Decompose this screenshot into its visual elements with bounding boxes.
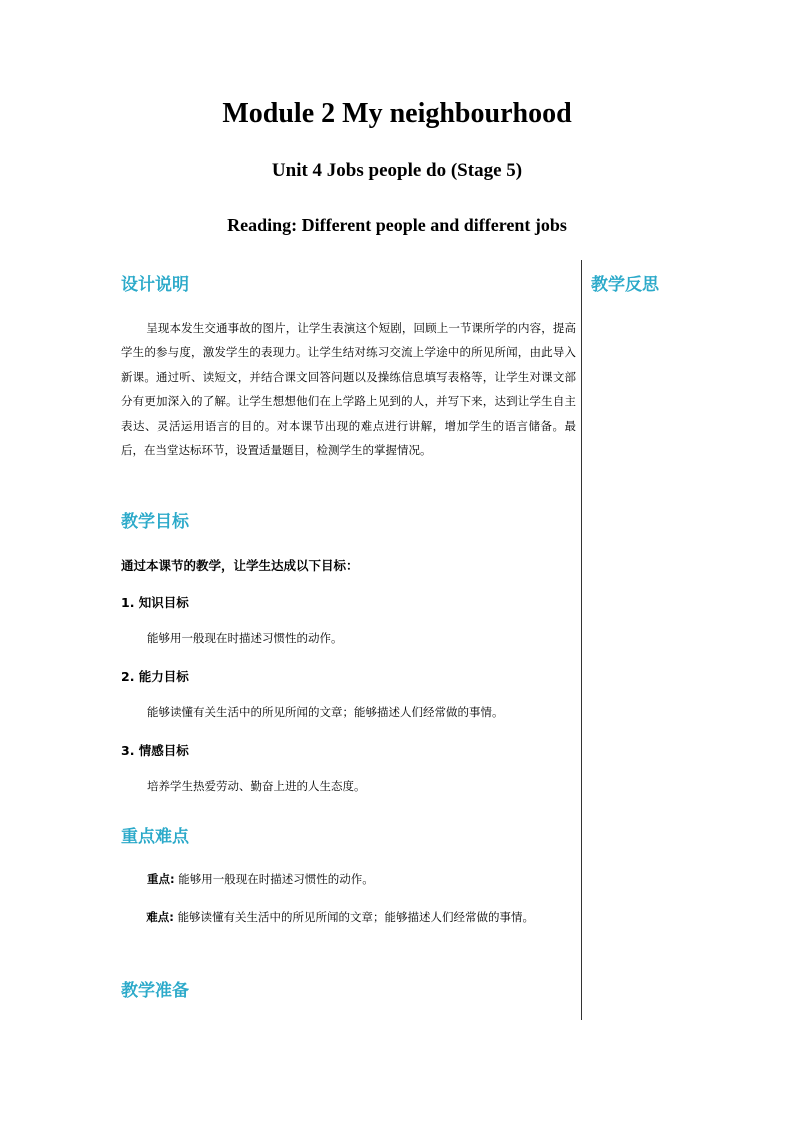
design-paragraph: 呈现本发生交通事故的图片，让学生表演这个短剧，回顾上一节课所学的内容，提高学生的参与度，激发学生的表现力。让学生结对练习交流上学途中的所见所闻，由此导入新课。通过听、读短文，并结合课文回答问题以及操练信息填写表格等，让学生对课文部分有更加深入的了解。让学生想想他们在上学路上见到的人，并写下来，达到让学生自主表达、灵活运用语言的目的。对本课节出现的难点进行讲解，增加学生的语言储备。最后，在当堂达标环节，设置适量题目，检测学生的掌握情况。	[121, 321, 576, 458]
objective-label-emotion: 3. 情感目标	[121, 743, 189, 758]
module-title: Module 2 My neighbourhood	[222, 98, 572, 129]
difficult-point-label: 难点:	[146, 910, 174, 924]
key-point-label: 重点:	[147, 872, 175, 886]
reading-title: Reading: Different people and different jobs	[227, 215, 567, 235]
column-divider	[581, 260, 582, 1020]
design-heading: 设计说明	[121, 275, 189, 295]
objective-label-ability: 2. 能力目标	[121, 669, 189, 684]
objective-label-knowledge: 1. 知识目标	[121, 595, 189, 610]
key-point-line	[147, 871, 374, 887]
objectives-intro: 通过本课节的教学，让学生达成以下目标：	[121, 558, 359, 573]
objective-text-ability: 能够读懂有关生活中的所见所闻的文章；能够描述人们经常做的事情。	[147, 705, 504, 719]
keypoints-heading: 重点难点	[121, 827, 189, 847]
unit-title: Unit 4 Jobs people do (Stage 5)	[271, 160, 523, 181]
reflection-heading: 教学反思	[591, 275, 659, 295]
preparation-heading: 教学准备	[121, 981, 189, 1001]
objectives-heading: 教学目标	[121, 512, 189, 532]
objective-text-emotion: 培养学生热爱劳动、勤奋上进的人生态度。	[147, 779, 366, 793]
key-point-text: 能够用一般现在时描述习惯性的动作。	[178, 872, 374, 886]
difficult-point-paragraph	[121, 905, 576, 929]
objective-text-knowledge: 能够用一般现在时描述习惯性的动作。	[147, 631, 343, 645]
difficult-point-text: 能够读懂有关生活中的所见所闻的文章；能够描述人们经常做的事情。	[177, 910, 535, 924]
